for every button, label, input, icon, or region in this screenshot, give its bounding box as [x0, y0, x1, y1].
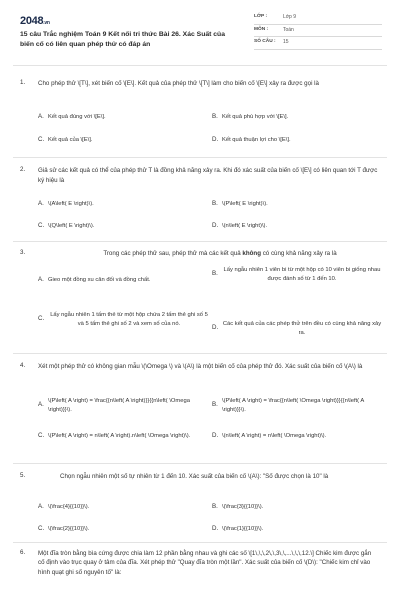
meta-label: LỚP :: [254, 14, 268, 20]
option-letter: C.: [38, 136, 45, 143]
option-c[interactable]: [38, 136, 208, 145]
question-number: 3.: [20, 249, 26, 256]
meta-value: Toán: [283, 26, 294, 33]
option-letter: A.: [38, 276, 44, 283]
question-text: Cho phép thử \[T\], xét biến cố \[E\]. Kết quả của phép thử \[T\] làm cho biến cố \[E\] xảy ra được gọi là: [38, 80, 319, 87]
option-d[interactable]: [212, 432, 382, 441]
question-text-emphasis: không: [242, 250, 261, 257]
option-text: \(A\left( E \right)\).: [48, 201, 94, 207]
option-letter: B.: [212, 503, 218, 510]
option-d[interactable]: [212, 320, 382, 337]
option-d[interactable]: [212, 136, 382, 145]
option-letter: C.: [38, 525, 45, 532]
logo-main-text: 2048: [20, 15, 44, 27]
option-letter: B.: [212, 200, 218, 207]
option-letter: A.: [38, 113, 44, 120]
option-text: \(\frac{3}{{10}}\).: [222, 504, 264, 510]
question-text-part: có cùng khả năng xảy ra là: [260, 250, 337, 257]
option-text: Kết quả đúng với \[E\].: [48, 114, 106, 120]
question-text: Giả sử các kết quả có thể của phép thử T là đồng khả năng xảy ra. Khi đó xác suất của biến cố \[E\] có liên quan tới T được ký hiệu là: [38, 167, 378, 184]
option-b[interactable]: [212, 397, 382, 414]
option-text: Gieo một đồng xu cân đối và đồng chất.: [48, 277, 151, 283]
meta-value: Lớp 9: [283, 14, 297, 21]
question-number: 1.: [20, 79, 26, 86]
option-text: \(Q\left( E \right)\).: [48, 223, 95, 229]
question-text: Chọn ngẫu nhiên một số tự nhiên từ 1 đến 10. Xác suất của biến cố \(A\): "Số được chọn là 10" là: [60, 473, 329, 480]
divider: [13, 542, 387, 543]
meta-info-table: [254, 12, 382, 50]
option-text: Các kết quả của các phép thử trên đều có cùng khả năng xảy ra.: [222, 321, 382, 336]
option-letter: B.: [212, 113, 218, 120]
question-text: Xét một phép thử có không gian mẫu \(\Omega \) và \(A\) là một biến cố của phép thử đó. Xác suất của biến cố \(A\) là: [38, 363, 363, 370]
divider: [13, 157, 387, 158]
option-text: \(\frac{1}{{10}}\).: [222, 526, 264, 532]
divider: [13, 241, 387, 242]
divider: [13, 353, 387, 354]
option-text: \(\frac{4}{{10}}\).: [48, 504, 90, 510]
option-letter: B.: [212, 270, 218, 278]
option-letter: D.: [212, 432, 219, 439]
option-b[interactable]: [212, 200, 382, 209]
option-letter: A.: [38, 200, 44, 207]
option-c[interactable]: [38, 432, 210, 441]
site-logo[interactable]: [20, 14, 50, 29]
option-letter: D.: [212, 525, 219, 532]
document-title: 15 câu Trắc nghiệm Toán 9 Kết nối tri thức Bài 26. Xác Suất của biến cố có liên quan phép thử có đáp án: [20, 31, 225, 48]
meta-label: SỐ CÂU :: [254, 39, 276, 45]
option-d[interactable]: [212, 222, 382, 231]
option-a[interactable]: [38, 113, 208, 122]
option-text: \(P\left( E \right)\).: [222, 201, 268, 207]
question-number: 4.: [20, 362, 26, 369]
option-a[interactable]: [38, 276, 208, 285]
question-number: 5.: [20, 472, 26, 479]
question-text: [60, 249, 380, 259]
divider: [13, 65, 387, 66]
option-a[interactable]: [38, 200, 208, 209]
option-letter: C.: [38, 222, 45, 229]
question-number: 2.: [20, 166, 26, 173]
option-a[interactable]: [38, 503, 208, 512]
document-header: [20, 12, 382, 59]
logo-domain-text: .vn: [43, 20, 50, 26]
option-text: \(n\left( A \right) = n\left( \Omega \right)\).: [222, 433, 327, 439]
option-c[interactable]: [38, 222, 208, 231]
option-b[interactable]: [212, 503, 382, 512]
option-text: Lấy ngẫu nhiên 1 viên bi từ một hộp có 10 viên bi giống nhau được đánh số từ 1 đến 10.: [223, 267, 381, 282]
option-letter: A.: [38, 401, 44, 409]
option-text: \(n\left( E \right)\).: [222, 223, 268, 229]
option-text: Kết quả thuận lợi cho \[E\].: [222, 137, 291, 143]
question-text-part: Trong các phép thử sau, phép thử mà các kết quả: [103, 250, 243, 257]
option-d[interactable]: [212, 525, 382, 534]
option-a[interactable]: [38, 397, 210, 414]
meta-row-class: [254, 12, 382, 25]
option-b[interactable]: [212, 266, 382, 283]
question-number: 6.: [20, 549, 26, 556]
option-letter: B.: [212, 401, 218, 409]
option-letter: C.: [38, 315, 45, 323]
option-letter: D.: [212, 136, 219, 143]
option-letter: A.: [38, 503, 44, 510]
meta-row-count: [254, 37, 382, 50]
option-b[interactable]: [212, 113, 382, 122]
divider: [13, 463, 387, 464]
option-c[interactable]: [38, 311, 210, 328]
option-text: \(P\left( A \right) = n\left( A \right).n\left( \Omega \right)\).: [48, 433, 191, 439]
option-letter: D.: [212, 222, 219, 229]
option-text: \(P\left( A \right) = \frac{{n\left( \Omega \right)}}{{n\left( A \right)}}\).: [222, 398, 364, 413]
option-letter: C.: [38, 432, 45, 439]
meta-row-subject: [254, 25, 382, 38]
option-text: \(P\left( A \right) = \frac{{n\left( A \right)}}{{n\left( \Omega \right)}}\).: [48, 398, 190, 413]
option-text: Kết quả phù hợp với \[E\].: [222, 114, 289, 120]
meta-label: MÔN :: [254, 26, 269, 32]
question-text: Một đĩa tròn bằng bìa cứng được chia làm 12 phần bằng nhau và ghi các số \[1\,\,\,2\,\,3\,\,...\,\,\,12.\] Chiếc kim được gắn cố định vào trục quay ở tâm của đĩa. Xét phép thử "Quay đĩa tròn một lần". Xác suất của biến cố \(D\): "Chiếc kim chỉ vào hình quạt ghi số nguyên tố" là:: [38, 550, 372, 576]
option-text: Kết quả của \[E\].: [48, 137, 93, 143]
option-c[interactable]: [38, 525, 208, 534]
meta-value: 15: [283, 39, 289, 46]
option-text: Lấy ngẫu nhiên 1 tấm thẻ từ một hộp chứa 2 tấm thẻ ghi số 5 và 5 tấm thẻ ghi số 2 và xem số của nó.: [50, 312, 208, 327]
option-text: \(\frac{2}{{10}}\).: [48, 526, 90, 532]
option-letter: D.: [212, 324, 219, 332]
